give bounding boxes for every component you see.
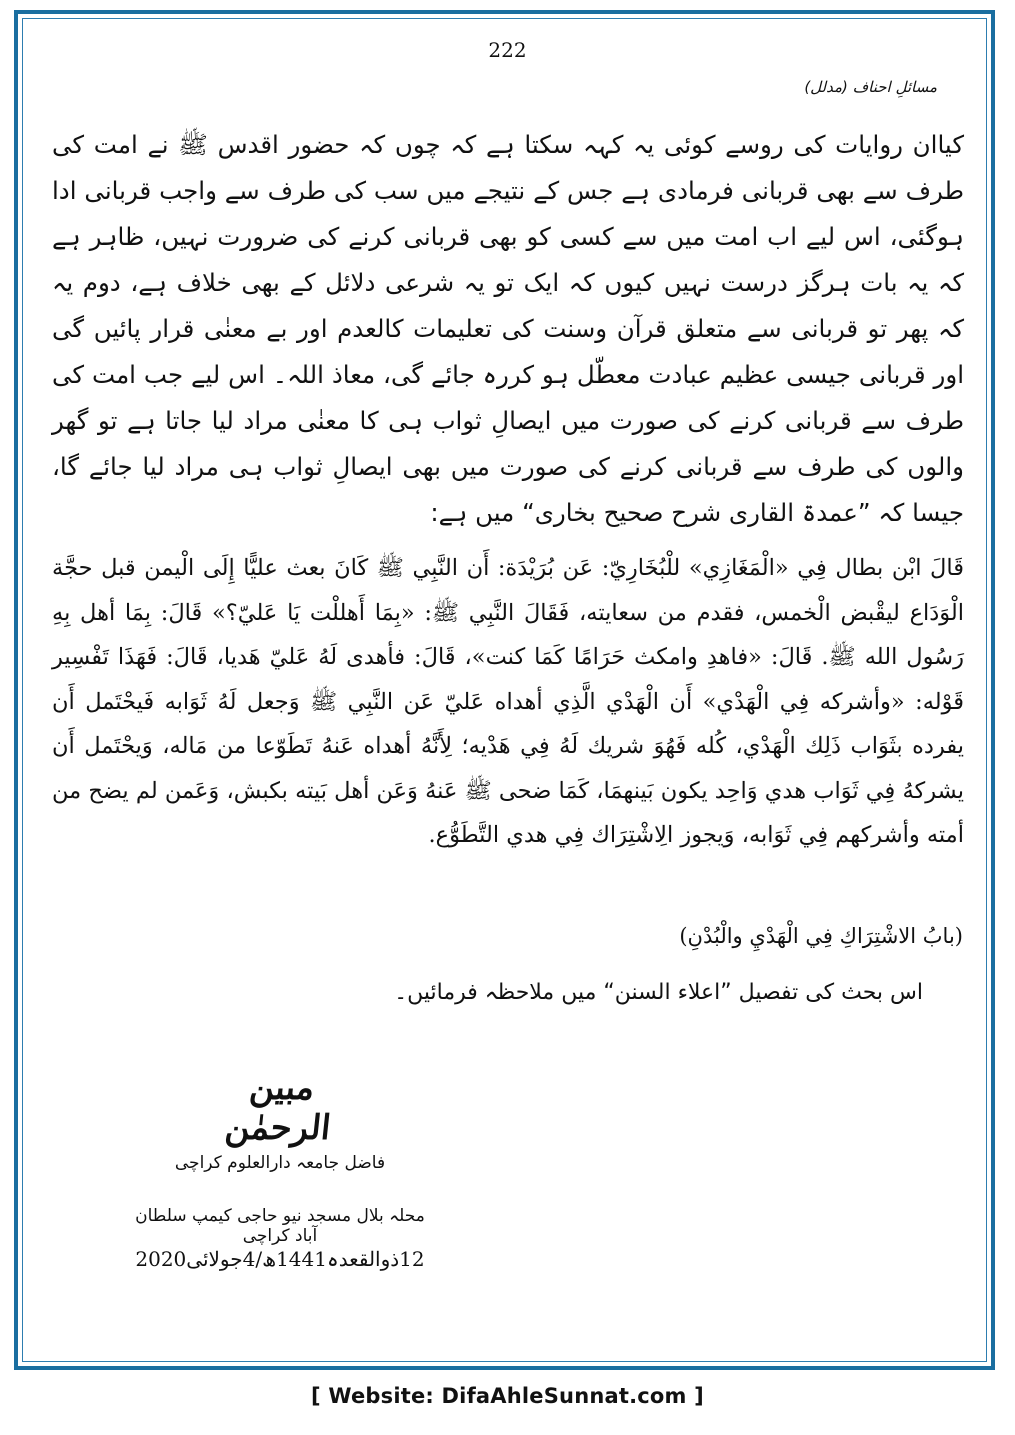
signature-title: فاضل جامعہ دارالعلوم کراچی: [174, 1153, 386, 1173]
signature-address: محلہ بلال مسجد نیو حاجی کیمپ سلطان آباد کراچی: [135, 1206, 425, 1246]
website-footer[interactable]: [ Website: DifaAhleSunnat.com ]: [311, 1384, 704, 1408]
running-header: مسائلِ احناف (مدلل): [804, 78, 937, 96]
signature-date: 12ذوالقعدہ1441ھ/4جولائی2020: [135, 1247, 425, 1271]
urdu-paragraph: کیاان روایات کی روسے کوئی یہ کہہ سکتا ہے کہ چوں کہ حضور اقدس ﷺ نے امت کی طرف سے بھی قربانی فرمادی ہے جس کے نتیجے میں سب کی طرف سے واجب قربانی ادا ہوگئی، اس لیے اب امت میں سے کسی کو بھی قربانی کرنے کی ضرورت نہیں، ظاہر ہے کہ یہ بات ہرگز درست نہیں کیوں کہ ایک تو یہ شرعی دلائل کے بھی خلاف ہے، دوم یہ کہ پھر تو قربانی سے متعلق قرآن وسنت کی تعلیمات کالعدم اور بے معنٰی قرار پائیں گی اور قربانی جیسی عظیم عبادت معطّل ہو کررہ جائے گی، معاذ اللہ۔ اس لیے جب امت کی طرف سے قربانی کرنے کی صورت میں ایصالِ ثواب ہی کا معنٰی مراد لیا جاتا ہے تو گھر والوں کی طرف سے قربانی کرنے کی صورت میں بھی ایصالِ ثواب ہی مراد لیا جائے گا، جیسا کہ ”عمدۃ القاری شرح صحیح بخاری“ میں ہے:: [52, 130, 964, 527]
signature-name: مبین الرحمٰن: [223, 1068, 333, 1148]
arabic-quote: قَالَ ابْن بطال فِي «الْمَغَازِي» للْبُخَارِيّ: عَن بُرَيْدَة: أَن النَّبِي ﷺ كَانَ بعث عليًّا إِلَى الْيمن قبل حجَّة الْوَدَاع ليقْبض الْخمس، فقدم من سعايته، فَقَالَ النَّبِي ﷺ: «بِمَا أَهللْت يَا عَليّ؟» قَالَ: بِمَا أهل بِهِ رَسُول الله ﷺ. قَالَ: «فاهدِ وامكث حَرَامًا كَمَا كنت»، قَالَ: فأهدى لَهُ عَليّ هَديا، قَالَ: فَهَذَا تَفْسِير قَوْله: «وأشركه فِي الْهَدْي» أَن الْهَدْي الَّذِي أهداه عَليّ عَن النَّبِي ﷺ وَجعل لَهُ ثَوَابه فَيحْتَمل أَن يفرده بثَوَاب ذَلِك الْهَدْي، كُله فَهُوَ شريك لَهُ فِي هَدْيه؛ لِأَنَّهُ أهداه عَنهُ تَطَوّعا من مَاله، وَيحْتَمل أَن يشركهُ فِي ثَوَاب هدي وَاحِد يكون بَينهمَا، كَمَا ضحى ﷺ عَنهُ وَعَن أهل بَيته بكبش، وَعَمن لم يضح من أمته وأشركهم فِي ثَوَابه، وَيجوز الِاشْتِرَاك فِي هدي التَّطَوُّع.: [52, 555, 964, 848]
page-number: 222: [488, 38, 527, 62]
closing-line: اس بحث کی تفصیل ”اعلاء السنن“ میں ملاحظہ فرمائیں۔: [394, 980, 923, 1005]
arabic-reference: (بابُ الاشْتِرَاكِ فِي الْهَدْيِ والْبُدْنِ): [679, 924, 963, 948]
